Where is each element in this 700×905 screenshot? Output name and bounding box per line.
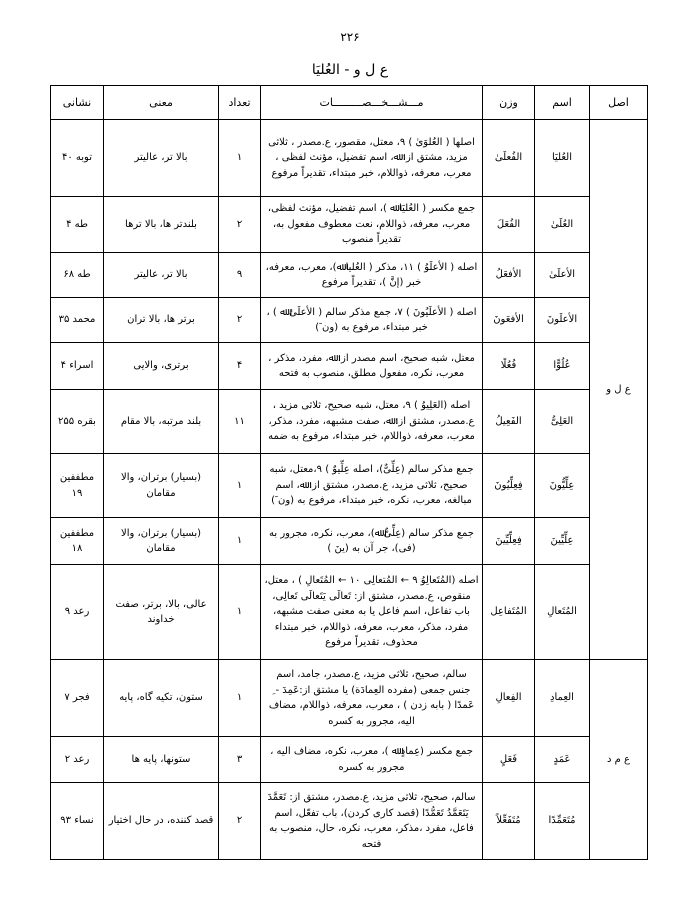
table-row	[51, 120, 648, 197]
meaning-cell: قصد کننده، در حال اختیار	[104, 783, 219, 860]
header-asl: اصل	[590, 86, 648, 120]
ism-cell: الأعلَونَ	[535, 298, 590, 343]
meaning-cell: بلند مرتبه، بالا مقام	[104, 390, 219, 454]
reference-cell: رعد ۹	[51, 565, 104, 660]
page-heading: ع ل و - العُلیَا	[311, 62, 389, 78]
wazn-cell: فِعِلِّیِّينَ	[483, 518, 535, 565]
ism-cell: عِلِّیِّینَ	[535, 518, 590, 565]
ism-cell: العُلَیٰ	[535, 197, 590, 253]
description-cell: سالم، صحیح، ثلاثی مزید، ع.مصدر، جامد، اسم جنس جمعی (مفرده العِمادَة) یا مشتق از:عَمِدَ - ِ عَمدًا ( بابه زدن ) ، معرب، معرفه، ذواللام، مضاف الیه، مجرور به کسره	[261, 660, 483, 737]
count-cell: ۱۱	[219, 390, 261, 454]
wazn-cell: مُتَفَعِّلاً	[483, 783, 535, 860]
table-row	[51, 660, 648, 737]
count-cell: ۱	[219, 120, 261, 197]
description-cell: اصله ( الأعلَوُ ) ۱۱، مذکر ( العُليا ﷲ)، معرب، معرفه، خبر (إنَّ )، تقدیراً مرفوع	[261, 253, 483, 298]
ism-cell: العِمادِ	[535, 660, 590, 737]
wazn-cell: الفَعِیلُ	[483, 390, 535, 454]
table-row	[51, 518, 648, 565]
reference-cell: مطففین ۱۹	[51, 454, 104, 518]
count-cell: ۱	[219, 565, 261, 660]
wazn-cell: الأفعَونَ	[483, 298, 535, 343]
count-cell: ۲	[219, 197, 261, 253]
dictionary-table	[50, 85, 648, 860]
ism-cell: عِلِّیُّونَ	[535, 454, 590, 518]
reference-cell: فجر ۷	[51, 660, 104, 737]
count-cell: ۹	[219, 253, 261, 298]
meaning-cell: بالا تر، عالیتر	[104, 253, 219, 298]
reference-cell: رعد ۲	[51, 737, 104, 783]
table-row	[51, 298, 648, 343]
description-cell: سالم، صحیح، ثلاثی مزید، ع.مصدر، مشتق از: تَعَمَّدَ یَتَعَمَّدُ تَعَمُّدًا (قصد کاری کردن)، باب تفعّل، اسم فاعل، مفرد ،مذکر، معرب، نکره، حال، منصوب به فتحه	[261, 783, 483, 860]
table-row	[51, 197, 648, 253]
ism-cell: المُتَعالِ	[535, 565, 590, 660]
ism-cell: عَمَدٍ	[535, 737, 590, 783]
description-cell: اصله (العَلِیوُ ) ۹، معتل، شبه صحیح، ثلاثی مزید ، ع.مصدر، مشتق از: ﷲ، صفت مشبهه، مفرد، مذکر، معرب، معرفه، ذواللام، خبر مبتداء، مرفوع به ضمه	[261, 390, 483, 454]
table-row	[51, 390, 648, 454]
wazn-cell: فِعِلِّیُونَ	[483, 454, 535, 518]
count-cell: ۱	[219, 454, 261, 518]
meaning-cell: ستون، تکیه گاه، پایه	[104, 660, 219, 737]
root-cell: ع م د	[590, 660, 648, 860]
ism-cell: عُلُوًّا	[535, 343, 590, 390]
header-mani: معنی	[104, 86, 219, 120]
meaning-cell: (بسیار) برتران، والا مقامان	[104, 454, 219, 518]
header-neshani: نشانی	[51, 86, 104, 120]
reference-cell: مطففین ۱۸	[51, 518, 104, 565]
reference-cell: بقره ۲۵۵	[51, 390, 104, 454]
table-row	[51, 253, 648, 298]
wazn-cell: فُعُلًا	[483, 343, 535, 390]
meaning-cell: ستونها، پایه ها	[104, 737, 219, 783]
description-cell: معتل، شبه صحیح، اسم مصدر از: ﷲ، مفرد، مذکر ، معرب، نکره، مفعول مطلق، منصوب به فتحه	[261, 343, 483, 390]
reference-cell: اسراء ۴	[51, 343, 104, 390]
header-wazn: وزن	[483, 86, 535, 120]
meaning-cell: بالا تر، عالیتر	[104, 120, 219, 197]
description-cell: جمع مذکر سالم (عِلِّیٌّ ﷲ)، معرب، نکره، مجرور به (فی)، جر آن به (ینَ )	[261, 518, 483, 565]
description-cell: اصلها ( العُلوَیٰ ) ۹، معتل، مقصور، ع.مصدر ، ثلاثی مزید، مشتق از: ﷲ، اسم تفضیل، مؤنث لفظی ، معرب، معرفه، ذواللام، خبر مبتداء، تقدیراً مرفوع	[261, 120, 483, 197]
description-cell: اصله (المُتَعالِوُ ۹ ← المُتعالِی ۱۰ ← المُتَعالِ ) ، معتل، منقوص، ع.مصدر، مشتق از: تَعالَی یَتَعالَی تَعالِی، باب تفاعل، اسم فاعل یا به معنی صفت مشبهه، مفرد، مذکر، معرب، معرفه، ذواللام، خبر مبتداء محذوف، تقدیراً مرفوع	[261, 565, 483, 660]
header-tedad: تعداد	[219, 86, 261, 120]
count-cell: ۳	[219, 737, 261, 783]
count-cell: ۲	[219, 783, 261, 860]
wazn-cell: الأفعَلُ	[483, 253, 535, 298]
wazn-cell: فَعَلٍ	[483, 737, 535, 783]
reference-cell: طه ۶۸	[51, 253, 104, 298]
reference-cell: طه ۴	[51, 197, 104, 253]
table-row	[51, 454, 648, 518]
header-moshakhasat: مـــشـــخـــصـــــــــات	[261, 86, 483, 120]
count-cell: ۲	[219, 298, 261, 343]
description-cell: جمع مکسر ( العُلیَا ﷲ )، اسم تفضیل، مؤنث لفظی، معرب، معرفه، ذواللام، نعت معطوف مفعول به، تقدیراً منصوب	[261, 197, 483, 253]
meaning-cell: بلندتر ها، بالا ترها	[104, 197, 219, 253]
meaning-cell: (بسیار) برتران، والا مقامان	[104, 518, 219, 565]
reference-cell: نساء ۹۳	[51, 783, 104, 860]
root-cell: ع ل و	[590, 120, 648, 660]
wazn-cell: الفِعالِ	[483, 660, 535, 737]
header-ism: اسم	[535, 86, 590, 120]
ism-cell: الأعلَیٰ	[535, 253, 590, 298]
wazn-cell: المُتَفاعِل	[483, 565, 535, 660]
ism-cell: مُتَعَمِّدًا	[535, 783, 590, 860]
reference-cell: توبه ۴۰	[51, 120, 104, 197]
table-row	[51, 783, 648, 860]
meaning-cell: برتر ها، بالا تران	[104, 298, 219, 343]
page-number: ۲۲۶	[340, 30, 360, 44]
meaning-cell: برتری، والایی	[104, 343, 219, 390]
ism-cell: العُلیَا	[535, 120, 590, 197]
count-cell: ۱	[219, 660, 261, 737]
description-cell: جمع مذکر سالم (عِلِّیٌّ)، اصله عِلِّیوٌ ) ۹،معتل، شبه صحیح، ثلاثی مزید، ع.مصدر، مشتق از: ﷲ، اسم مبالغه، معرب، نکره، خبر مبتداء، مرفوع به (ون َ)	[261, 454, 483, 518]
table-row	[51, 565, 648, 660]
header-row	[51, 86, 648, 120]
table-row	[51, 343, 648, 390]
ism-cell: العَلِیُّ	[535, 390, 590, 454]
table-row	[51, 737, 648, 783]
description-cell: جمع مکسر (عِمادٍ ﷲ )، معرب، نکره، مضاف الیه ، مجرور به کسره	[261, 737, 483, 783]
meaning-cell: عالی، بالا، برتر، صفت خداوند	[104, 565, 219, 660]
description-cell: اصله ( الأعلَیُونَ ) ۷، جمع مذکر سالم ( الأعلَیٰ ﷲ ) ، خبر مبتداء، مرفوع به (ون َ)	[261, 298, 483, 343]
count-cell: ۱	[219, 518, 261, 565]
count-cell: ۴	[219, 343, 261, 390]
wazn-cell: الفُعَلَ	[483, 197, 535, 253]
reference-cell: محمد ۳۵	[51, 298, 104, 343]
wazn-cell: الفُعلَیٰ	[483, 120, 535, 197]
